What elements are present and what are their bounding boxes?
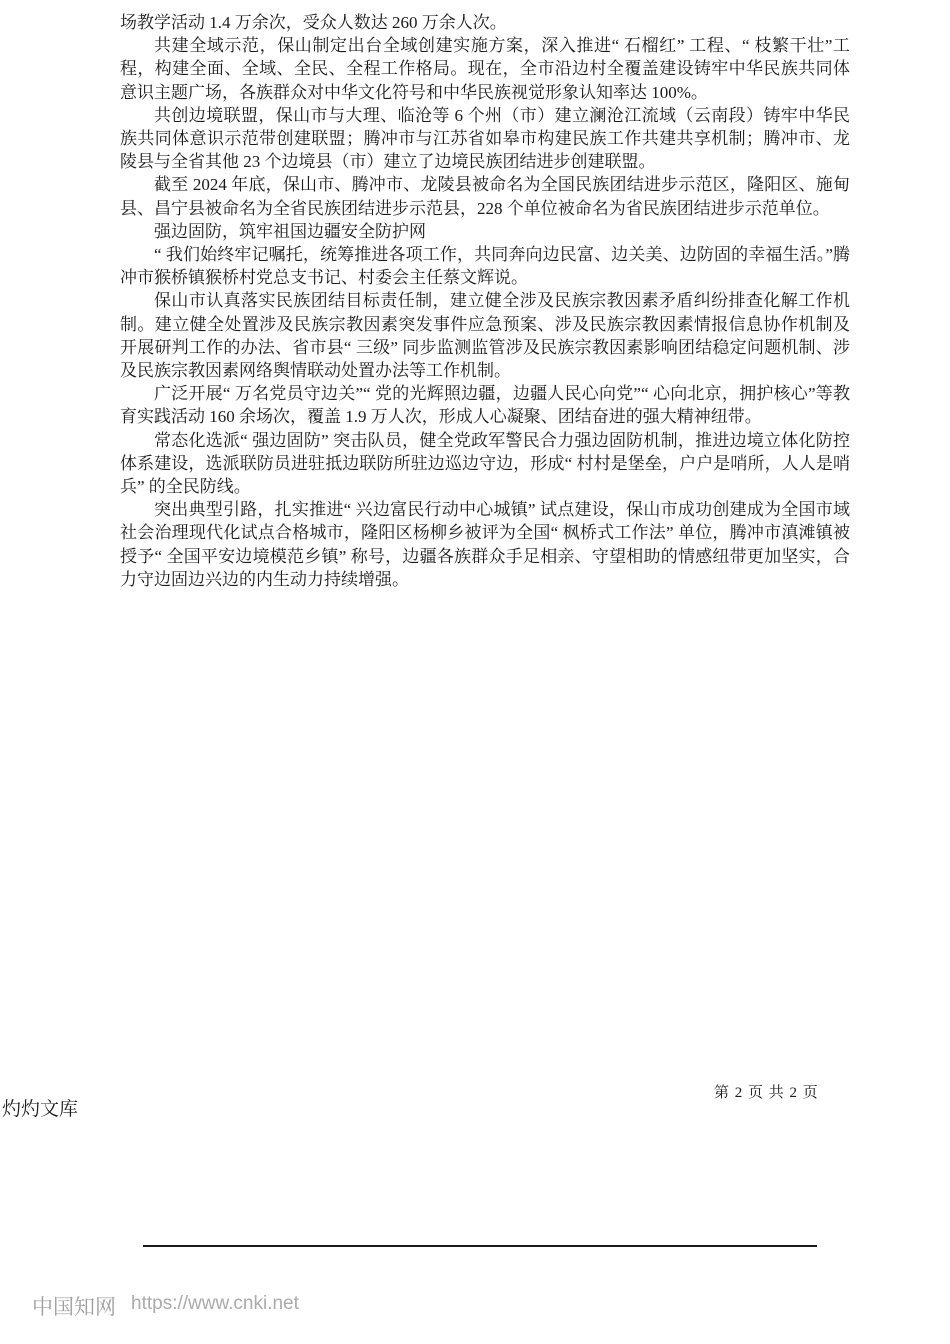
page-number-label: 第 2 页 共 2 页 <box>714 1085 819 1101</box>
cnki-brand-label: 中国知网 <box>32 1296 116 1319</box>
body-paragraph: 共建全域示范，保山制定出台全域创建实施方案，深入推进“ 石榴红” 工程、“ 枝繁干壮”工程，构建全面、全域、全民、全程工作格局。现在，全市沿边村全覆盖建设铸牢中华民族共同体意识主题广场，各族群众对中华文化符号和中华民族视觉形象认知率达 100%。 <box>120 36 850 102</box>
body-paragraph: 常态化选派“ 强边固防” 突击队员，健全党政军警民合力强边固防机制，推进边境立体化防控体系建设，选派联防员进驻抵边联防所驻边巡边守边，形成“ 村村是堡垒，户户是哨所，人人是哨兵” 的全民防线。 <box>120 430 850 497</box>
body-paragraph: 截至 2024 年底，保山市、腾冲市、龙陵县被命名为全国民族团结进步示范区，隆阳区、施甸县、昌宁县被命名为全省民族团结进步示范县，228 个单位被命名为省民族团结进步示范单位。 <box>120 175 850 218</box>
body-paragraph: 保山市认真落实民族团结目标责任制，建立健全涉及民族宗教因素矛盾纠纷排查化解工作机制。建立健全处置涉及民族宗教因素突发事件应急预案、涉及民族宗教因素情报信息协作机制及开展研判工作的办法、省市县“ 三级” 同步监测监管涉及民族宗教因素影响团结稳定问题机制、涉及民族宗教因素网络舆情联动处置办法等工作机制。 <box>120 291 850 381</box>
document-body <box>120 11 850 591</box>
section-heading: 强边固防，筑牢祖国边疆安全防护网 <box>154 221 426 241</box>
footer-divider-line <box>143 1245 817 1247</box>
body-paragraph-continuation: 场教学活动 1.4 万余次，受众人数达 260 万余人次。 <box>120 13 507 32</box>
watermark-library-label: 灼灼文库 <box>2 1099 79 1120</box>
body-paragraph: “ 我们始终牢记嘱托，统筹推进各项工作，共同奔向边民富、边关美、边防固的幸福生活。”腾冲市猴桥镇猴桥村党总支书记、村委会主任蔡文辉说。 <box>120 245 850 288</box>
body-paragraph: 共创边境联盟，保山市与大理、临沧等 6 个州（市）建立澜沧江流域（云南段）铸牢中华民族共同体意识示范带创建联盟；腾冲市与江苏省如皋市构建民族工作共建共享机制；腾冲市、龙陵县与全省其他 23 个边境县（市）建立了边境民族团结进步创建联盟。 <box>120 105 850 172</box>
cnki-url-link[interactable]: https://www.cnki.net <box>131 1293 299 1314</box>
body-paragraph: 突出典型引路，扎实推进“ 兴边富民行动中心城镇” 试点建设，保山市成功创建成为全国市域社会治理现代化试点合格城市，隆阳区杨柳乡被评为全国“ 枫桥式工作法” 单位，腾冲市滇滩镇被授予“ 全国平安边境模范乡镇” 称号，边疆各族群众手足相亲、守望相助的情感纽带更加坚实，合力守边固边兴边的内生动力持续增强。 <box>120 500 850 589</box>
body-paragraph: 广泛开展“ 万名党员守边关”“ 党的光辉照边疆，边疆人民心向党”“ 心向北京，拥护核心”等教育实践活动 160 余场次，覆盖 1.9 万人次，形成人心凝聚、团结奋进的强大精神纽带。 <box>120 384 850 427</box>
